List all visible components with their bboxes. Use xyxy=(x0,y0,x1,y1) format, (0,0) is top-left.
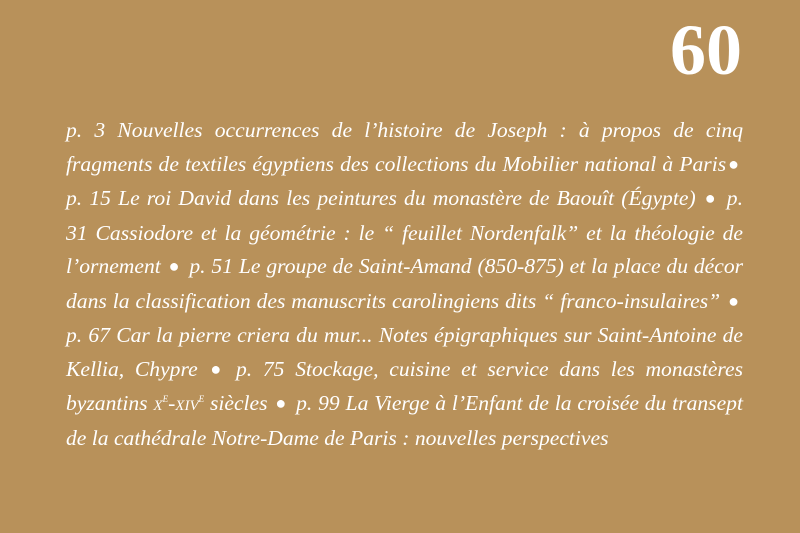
bullet-separator: ● xyxy=(728,290,740,311)
toc-title: La Vierge à l’Enfant de la croisée du transept de la cathédrale Notre-Dame de Paris : nouvelles perspectives xyxy=(66,391,743,450)
toc-page: p. 75 xyxy=(235,356,285,381)
bullet-separator: ● xyxy=(704,188,716,208)
toc-title: Stockage, cuisine et service dans les monastères byzantins xyxy=(66,356,744,415)
century-range: $x^e-xiv^e$ xyxy=(153,389,205,415)
toc-page: p. 99 xyxy=(296,391,340,415)
toc-title: Le roi David dans les peintures du monastère de Baouît (Égypte) xyxy=(118,186,696,210)
toc-title: Cassiodore et la géométrie : le “ feuillet Nordenfalk” et la théologie de l’ornement xyxy=(66,220,743,278)
bullet-separator: ● xyxy=(210,358,222,379)
toc-page: p. 51 xyxy=(189,254,234,278)
toc-page: p. 15 xyxy=(66,186,111,210)
bullet-separator: ● xyxy=(275,393,287,413)
bullet-separator: ● xyxy=(728,153,739,174)
toc-page: p. 31 xyxy=(66,186,743,245)
toc-title: Car la pierre criera du mur... Notes épigraphiques sur Saint-Antoine de Kellia, Chypre xyxy=(66,323,743,381)
toc-title: Le groupe de Saint-Amand (850-875) et la place du décor dans la classification des manuscrits carolingiens dits “ franco-insulaires” xyxy=(66,254,744,313)
issue-number: 60 xyxy=(670,10,742,90)
table-of-contents xyxy=(66,114,743,455)
toc-entry xyxy=(66,118,743,176)
bullet-separator: ● xyxy=(168,256,180,276)
toc-entry xyxy=(66,186,696,210)
toc-page: p. 3 xyxy=(66,118,106,142)
toc-title: Nouvelles occurrences de l’histoire de Joseph : à propos de cinq fragments de textiles égyptiens des collections du Mobilier national à Paris xyxy=(66,118,744,176)
toc-title-suffix: siècles xyxy=(209,391,268,415)
toc-page: p. 67 xyxy=(66,323,110,347)
